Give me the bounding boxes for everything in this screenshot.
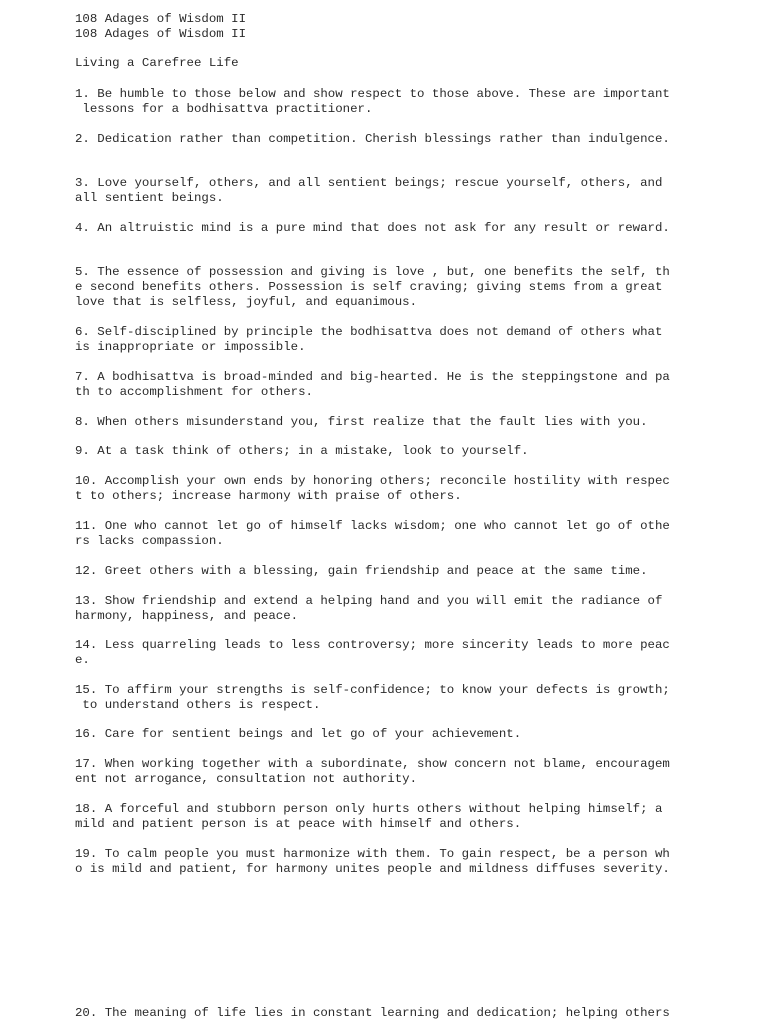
adage-10-line-1: 10. Accomplish your own ends by honoring others; reconcile hostility with respec xyxy=(75,474,670,488)
adage-3-line-2: all sentient beings. xyxy=(75,191,224,205)
adage-18-line-2: mild and patient person is at peace with himself and others. xyxy=(75,817,522,831)
adage-11-line-2: rs lacks compassion. xyxy=(75,534,224,548)
adage-15-line-1: 15. To affirm your strengths is self-confidence; to know your defects is growth; xyxy=(75,683,670,697)
adage-15-line-2: to understand others is respect. xyxy=(75,698,321,712)
adage-4-line-1: 4. An altruistic mind is a pure mind that does not ask for any result or reward. xyxy=(75,221,670,235)
adage-5-line-3: love that is selfless, joyful, and equanimous. xyxy=(75,295,418,309)
adage-10-line-2: t to others; increase harmony with praise of others. xyxy=(75,489,462,503)
adage-2-line-1: 2. Dedication rather than competition. Cherish blessings rather than indulgence. xyxy=(75,132,670,146)
adage-14-line-2: e. xyxy=(75,653,90,667)
adage-19-line-2: o is mild and patient, for harmony unites people and mildness diffuses severity. xyxy=(75,862,670,876)
adage-14-line-1: 14. Less quarreling leads to less controversy; more sincerity leads to more peac xyxy=(75,638,670,652)
adage-1-line-1: 1. Be humble to those below and show respect to those above. These are important xyxy=(75,87,670,101)
adage-7-line-1: 7. A bodhisattva is broad-minded and big-hearted. He is the steppingstone and pa xyxy=(75,370,670,384)
adage-11-line-1: 11. One who cannot let go of himself lacks wisdom; one who cannot let go of othe xyxy=(75,519,670,533)
adage-17-line-2: ent not arrogance, consultation not authority. xyxy=(75,772,418,786)
adage-20-line-1: 20. The meaning of life lies in constant learning and dedication; helping others xyxy=(75,1006,670,1020)
adage-1-line-2: lessons for a bodhisattva practitioner. xyxy=(75,102,373,116)
document-title: 108 Adages of Wisdom II xyxy=(75,12,247,26)
adage-12-line-1: 12. Greet others with a blessing, gain friendship and peace at the same time. xyxy=(75,564,648,578)
section-heading: Living a Carefree Life xyxy=(75,56,239,70)
adage-7-line-2: th to accomplishment for others. xyxy=(75,385,313,399)
adage-16-line-1: 16. Care for sentient beings and let go of your achievement. xyxy=(75,727,522,741)
adage-6-line-2: is inappropriate or impossible. xyxy=(75,340,306,354)
adage-3-line-1: 3. Love yourself, others, and all sentient beings; rescue yourself, others, and xyxy=(75,176,663,190)
adage-8-line-1: 8. When others misunderstand you, first realize that the fault lies with you. xyxy=(75,415,648,429)
adage-5-line-1: 5. The essence of possession and giving is love , but, one benefits the self, th xyxy=(75,265,670,279)
adage-13-line-1: 13. Show friendship and extend a helping hand and you will emit the radiance of xyxy=(75,594,663,608)
adage-9-line-1: 9. At a task think of others; in a mistake, look to yourself. xyxy=(75,444,529,458)
adage-6-line-1: 6. Self-disciplined by principle the bodhisattva does not demand of others what xyxy=(75,325,663,339)
document-title-repeat: 108 Adages of Wisdom II xyxy=(75,27,247,41)
adage-13-line-2: harmony, happiness, and peace. xyxy=(75,609,299,623)
adage-5-line-2: e second benefits others. Possession is self craving; giving stems from a great xyxy=(75,280,663,294)
adage-19-line-1: 19. To calm people you must harmonize with them. To gain respect, be a person wh xyxy=(75,847,670,861)
adage-18-line-1: 18. A forceful and stubborn person only hurts others without helping himself; a xyxy=(75,802,663,816)
adage-17-line-1: 17. When working together with a subordinate, show concern not blame, encouragem xyxy=(75,757,670,771)
